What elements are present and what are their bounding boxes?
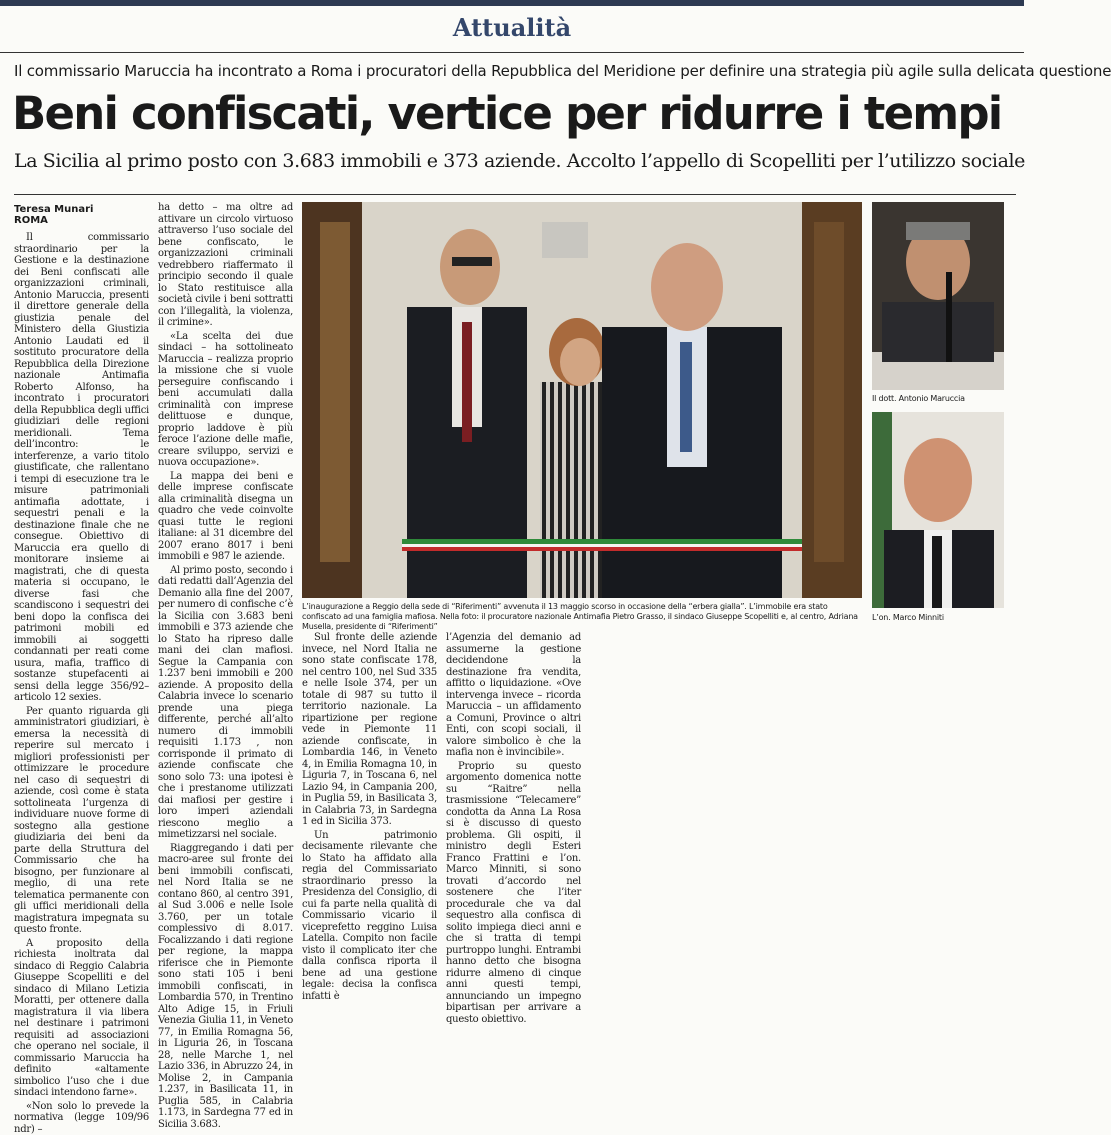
portrait-minniti <box>872 412 1004 608</box>
paragraph: La mappa dei beni e delle imprese confiscate alla criminalità disegna un quadro che vede coinvolte quasi tutte le regioni italiane: al 31 dicembre del 2007 erano 8017 i beni immobili e 987 le aziende. <box>158 471 293 563</box>
paragraph: Un patrimonio decisamente rilevante che lo Stato ha affidato alla regia del Commissariato straordinario presso la Presidenza del Consiglio, di cui fa parte nella qualità di Commissario vicario il viceprefetto reggino Luisa Latella. Compito non facile visto il complicato iter che dalla confisca riporta il bene ad una gestione legale: decisa la confisca infatti è <box>302 830 437 1003</box>
byline-author: Teresa Munari <box>14 204 93 215</box>
headline: Beni confiscati, vertice per ridurre i tempi <box>12 84 1017 144</box>
top-color-bar <box>0 0 1024 6</box>
article-column-1 <box>14 232 149 932</box>
kicker: Il commissario Maruccia ha incontrato a Roma i procuratori della Repubblica del Meridione per definire una strategia più agile sulla delicata questione <box>14 62 1014 80</box>
paragraph: Per quanto riguarda gli amministratori giudiziari, è emersa la necessità di reperire sul mercato i migliori professionisti per ottimizzare le procedure nel caso di sequestri di aziende, così come è stata sottolineata l’urgenza di individuare nuove forme di sostegno alla gestione giudiziaria dei beni da parte della Struttura del Commissario che ha bisogno, per funzionare al meglio, di una rete telematica permanente con gli uffici meridionali della magistratura impegnata su questo fronte. <box>14 706 149 936</box>
portrait-maruccia-caption: Il dott. Antonio Maruccia <box>872 394 1012 404</box>
portrait-maruccia <box>872 202 1004 390</box>
paragraph: Al primo posto, secondo i dati redatti dall’Agenzia del Demanio alla fine del 2007, per numero di confische c’è la Sicilia con 3.683 beni immobili e 373 aziende che lo Stato ha ripreso dalle mani dei clan mafiosi. Segue la Campania con 1.237 beni immobili e 200 aziende. A proposito della Calabria invece lo scenario prende una piega differente, perché all’alto numero di immobili requisiti 1.173 , non corrisponde il primato di aziende confiscate che sono solo 73: una ipotesi è che i prestanome utilizzati dai mafiosi per gestire i loro imperi aziendali riescono meglio a mimetizzarsi nel sociale. <box>158 565 293 841</box>
main-photo-caption: L’inaugurazione a Reggio della sede di “Riferimenti” avvenuta il 13 maggio scorso in occasione della “erbera gialla”. L’immobile era stato confiscato ad una famiglia mafiosa. Nella foto: il procuratore nazionale Antimafia Pietro Grasso, il sindaco Giuseppe Scopelliti e, al centro, Adriana Musella, presidente di “Riferimenti” <box>302 602 862 632</box>
main-photo <box>302 202 862 598</box>
portrait-minniti-caption: L’on. Marco Minniti <box>872 613 1012 623</box>
paragraph: Sul fronte delle aziende invece, nel Nord Italia ne sono state confiscate 178, nel centro 100, nel Sud 335 e nelle Isole 374, per un totale di 987 su tutto il territorio nazionale. La ripartizione per regione vede in Piemonte 11 aziende confiscate, in Lombardia 146, in Veneto 4, in Emilia Romagna 10, in Liguria 7, in Toscana 6, nel Lazio 94, in Campania 200, in Puglia 59, in Basilicata 3, in Calabria 73, in Sardegna 1 ed in Sicilia 373. <box>302 632 437 828</box>
section-title: Attualità <box>0 8 1024 48</box>
paragraph: Proprio su questo argomento domenica notte su “Raitre” nella trasmissione “Telecamere” condotta da Anna La Rosa si è discusso di questo problema. Gli ospiti, il ministro degli Esteri Franco Frattini e l’on. Marco Minniti, si sono trovati d’accordo nel sostenere che l’iter procedurale che va dal sequestro alla confisca di solito impiega dieci anni e che si tratta di tempi purtroppo lunghi. Entrambi hanno detto che bisogna ridurre almeno di cinque anni questi tempi, annunciando un impegno bipartisan per arrivare a questo obiettivo. <box>446 761 581 1026</box>
byline <box>14 204 93 226</box>
paragraph: ha detto – ma oltre ad attivare un circolo virtuoso attraverso l’uso sociale del bene confiscato, le organizzazioni criminali vedrebbero riaffermato il principio secondo il quale lo Stato restituisce alla società civile i beni sottratti con l’illegalità, la violenza, il crimine». <box>158 202 293 329</box>
header-rule <box>0 52 1024 53</box>
article-column-4 <box>446 632 581 932</box>
subhead-rule <box>14 194 1016 195</box>
paragraph: Riaggregando i dati per macro-aree sul fronte dei beni immobili confiscati, nel Nord Italia se ne contano 860, al centro 391, al Sud 3.006 e nelle Isole 3.760, per un totale complessivo di 8.017. Focalizzando i dati regione per regione, la mappa riferisce che in Piemonte sono stati 105 i beni immobili confiscati, in Lombardia 570, in Trentino Alto Adige 15, in Friuli Venezia Giulia 11, in Veneto 77, in Emilia Romagna 56, in Liguria 26, in Toscana 28, nelle Marche 1, nel Lazio 336, in Abruzzo 24, in Molise 2, in Campania 1.237, in Basilicata 11, in Puglia 585, in Calabria 1.173, in Sardegna 77 ed in Sicilia 3.683. <box>158 843 293 1131</box>
subhead: La Sicilia al primo posto con 3.683 immobili e 373 aziende. Accolto l’appello di Scopelliti per l’utilizzo sociale <box>14 150 1019 172</box>
paragraph: «Non solo lo prevede la normativa (legge 109/96 ndr) – <box>14 1101 149 1135</box>
paragraph: l’Agenzia del demanio ad assumerne la gestione decidendone la destinazione fra vendita, affitto o liquidazione. «Ove intervenga invece – ricorda Maruccia – un affidamento a Comuni, Province o altri Enti, con scopi sociali, il valore simbolico è che la mafia non è invincibile». <box>446 632 581 759</box>
paragraph: «La scelta dei due sindaci – ha sottolineato Maruccia – realizza proprio la missione che si vuole perseguire confiscando i beni accumulati dalla criminalità con imprese delittuose e dunque, proprio laddove è più feroce l’azione delle mafie, creare sviluppo, servizi e nuova occupazione». <box>158 331 293 469</box>
article-column-3 <box>302 632 437 932</box>
paragraph: Il commissario straordinario per la Gestione e la destinazione dei Beni confiscati alle organizzazioni criminali, Antonio Maruccia, presenti il direttore generale della giustizia penale del Ministero della Giustizia Antonio Laudati ed il sostituto procuratore della Repubblica della Direzione nazionale Antimafia Roberto Alfonso, ha incontrato i procuratori della Repubblica degli uffici giudiziari delle regioni meridionali. Tema dell’incontro: le interferenze, a vario titolo giustificate, che rallentano i tempi di esecuzione tra le misure patrimoniali antimafia adottate, i sequestri penali e la destinazione finale che ne consegue. Obiettivo di Maruccia era quello di monitorare insieme ai magistrati, che di questa materia si occupano, le diverse fasi che scandiscono i sequestri dei beni dopo la confisca dei patrimoni mobili ed immobili ai soggetti condannati per reati come usura, mafia, traffico di sostanze stupefacenti ai sensi della legge 356/92–articolo 12 sexies. <box>14 232 149 704</box>
byline-place: ROMA <box>14 215 93 226</box>
paragraph: A proposito della richiesta inoltrata dal sindaco di Reggio Calabria Giuseppe Scopelliti e del sindaco di Milano Letizia Moratti, per ottenere dalla magistratura il via libera nel destinare i patrimoni requisiti ad associazioni che operano nel sociale, il commissario Maruccia ha definito «altamente simbolico l’uso che i due sindaci intendono farne». <box>14 938 149 1099</box>
article-column-2 <box>158 202 293 932</box>
